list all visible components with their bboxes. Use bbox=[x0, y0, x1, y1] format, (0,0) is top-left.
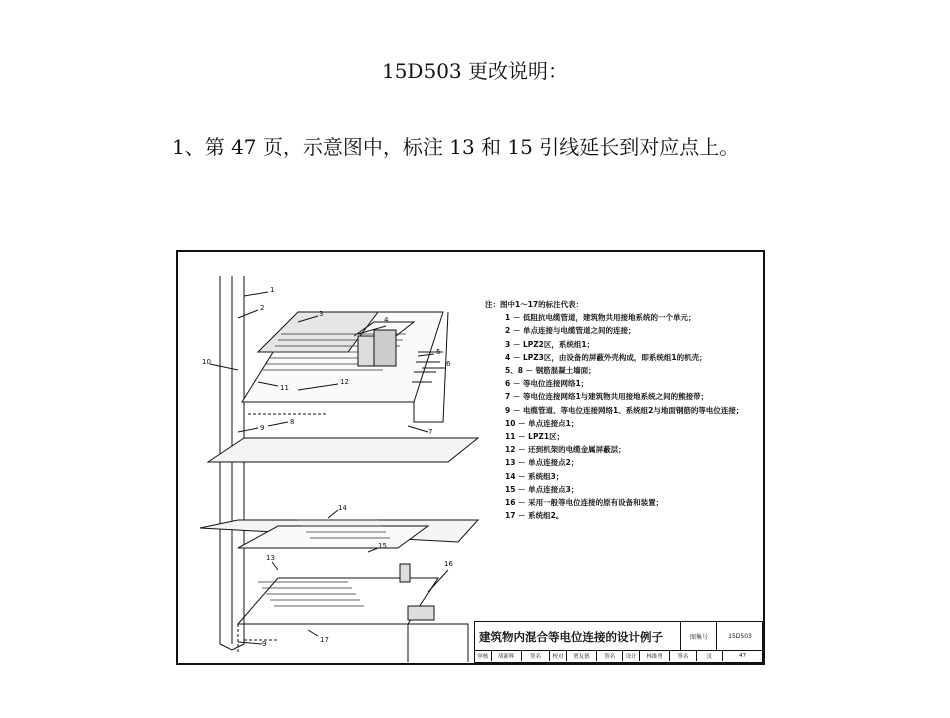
atlas-number: 15D503 bbox=[716, 622, 763, 650]
change-note: 1、第 47 页，示意图中，标注 13 和 15 引线延长到对应点上。 bbox=[172, 135, 740, 159]
callout-label: 17 bbox=[320, 636, 329, 644]
callout-label: 11 bbox=[280, 384, 289, 392]
page-number: 47 bbox=[739, 652, 747, 659]
sign-cell: 贾友德 bbox=[567, 650, 597, 661]
callout-label: 1 bbox=[270, 286, 275, 294]
sign-cell: 审核 bbox=[475, 650, 492, 661]
title-block bbox=[474, 621, 763, 663]
callout-label: 16 bbox=[444, 560, 453, 568]
callout-label: 6 bbox=[446, 360, 451, 368]
legend-item: 15 － 单点连接点3； bbox=[505, 484, 579, 494]
callout-label: 2 bbox=[260, 304, 265, 312]
callout-label: 14 bbox=[338, 504, 347, 512]
sign-cell: 签名 bbox=[670, 650, 696, 661]
callout-label: 8 bbox=[290, 418, 295, 426]
atlas-label: 图集号 bbox=[680, 622, 717, 650]
callout-label: 12 bbox=[340, 378, 349, 386]
callout-label: 10 bbox=[202, 358, 211, 366]
callout-label: 9 bbox=[260, 424, 265, 432]
legend-item: 14 － 系统组3； bbox=[505, 471, 564, 481]
legend-item: 12 － 还到机架的电缆金属屏蔽层； bbox=[505, 445, 626, 455]
legend-item: 3 － LPZ2区，系统组1； bbox=[505, 339, 595, 349]
callout-label: 13 bbox=[266, 554, 275, 562]
legend-item: 11 － LPZ1区； bbox=[505, 432, 565, 442]
technical-drawing bbox=[176, 250, 765, 665]
sign-cell: 胡新辉 bbox=[492, 650, 522, 661]
legend-item: 5、8 － 钢筋混凝土墙面； bbox=[505, 366, 596, 376]
legend bbox=[485, 298, 743, 522]
callout-label: 4 bbox=[384, 316, 389, 324]
legend-item: 2 － 单点连接与电缆管道之间的连接； bbox=[505, 326, 636, 336]
legend-item: 1 － 低阻抗电缆管道，建筑物共用接地系统的一个单元； bbox=[505, 313, 696, 323]
legend-item: 13 － 单点连接点2； bbox=[505, 458, 579, 468]
callout-label: 3 bbox=[319, 310, 324, 318]
legend-item: 17 － 系统组2。 bbox=[505, 511, 564, 521]
legend-item: 4 － LPZ3区，由设备的屏蔽外壳构成，即系统组1的机壳； bbox=[505, 352, 707, 362]
callout-label: 9 bbox=[262, 640, 267, 648]
legend-item: 6 － 等电位连接网络1； bbox=[505, 379, 589, 389]
drawing-title: 建筑物内混合等电位连接的设计例子 bbox=[479, 630, 663, 644]
callout-label: 7 bbox=[428, 428, 433, 436]
legend-item: 9 － 电缆管道、等电位连接网络1、系统组2与地面钢筋的等电位连接； bbox=[505, 405, 744, 415]
page-title: 15D503 更改说明： bbox=[381, 59, 568, 83]
legend-item: 16 － 采用一般等电位连接的原有设备和装置； bbox=[505, 498, 664, 508]
callout-label: 15 bbox=[378, 542, 387, 550]
sign-cell: 签名 bbox=[522, 650, 550, 661]
legend-item: 7 － 等电位连接网络1与建筑物共用接地系统之间的熊接带； bbox=[505, 392, 709, 402]
legend-item: 10 － 单点连接点1； bbox=[505, 418, 579, 428]
legend-head: 注：图中1～17的标注代表： bbox=[485, 300, 584, 309]
callout-label: 5 bbox=[436, 348, 441, 356]
page-label: 页 bbox=[697, 650, 723, 661]
sign-cell: 校对 bbox=[550, 650, 567, 661]
sign-cell: 签名 bbox=[597, 650, 623, 661]
sign-cell: 设计 bbox=[623, 650, 640, 661]
sign-cell: 林维勇 bbox=[640, 650, 670, 661]
